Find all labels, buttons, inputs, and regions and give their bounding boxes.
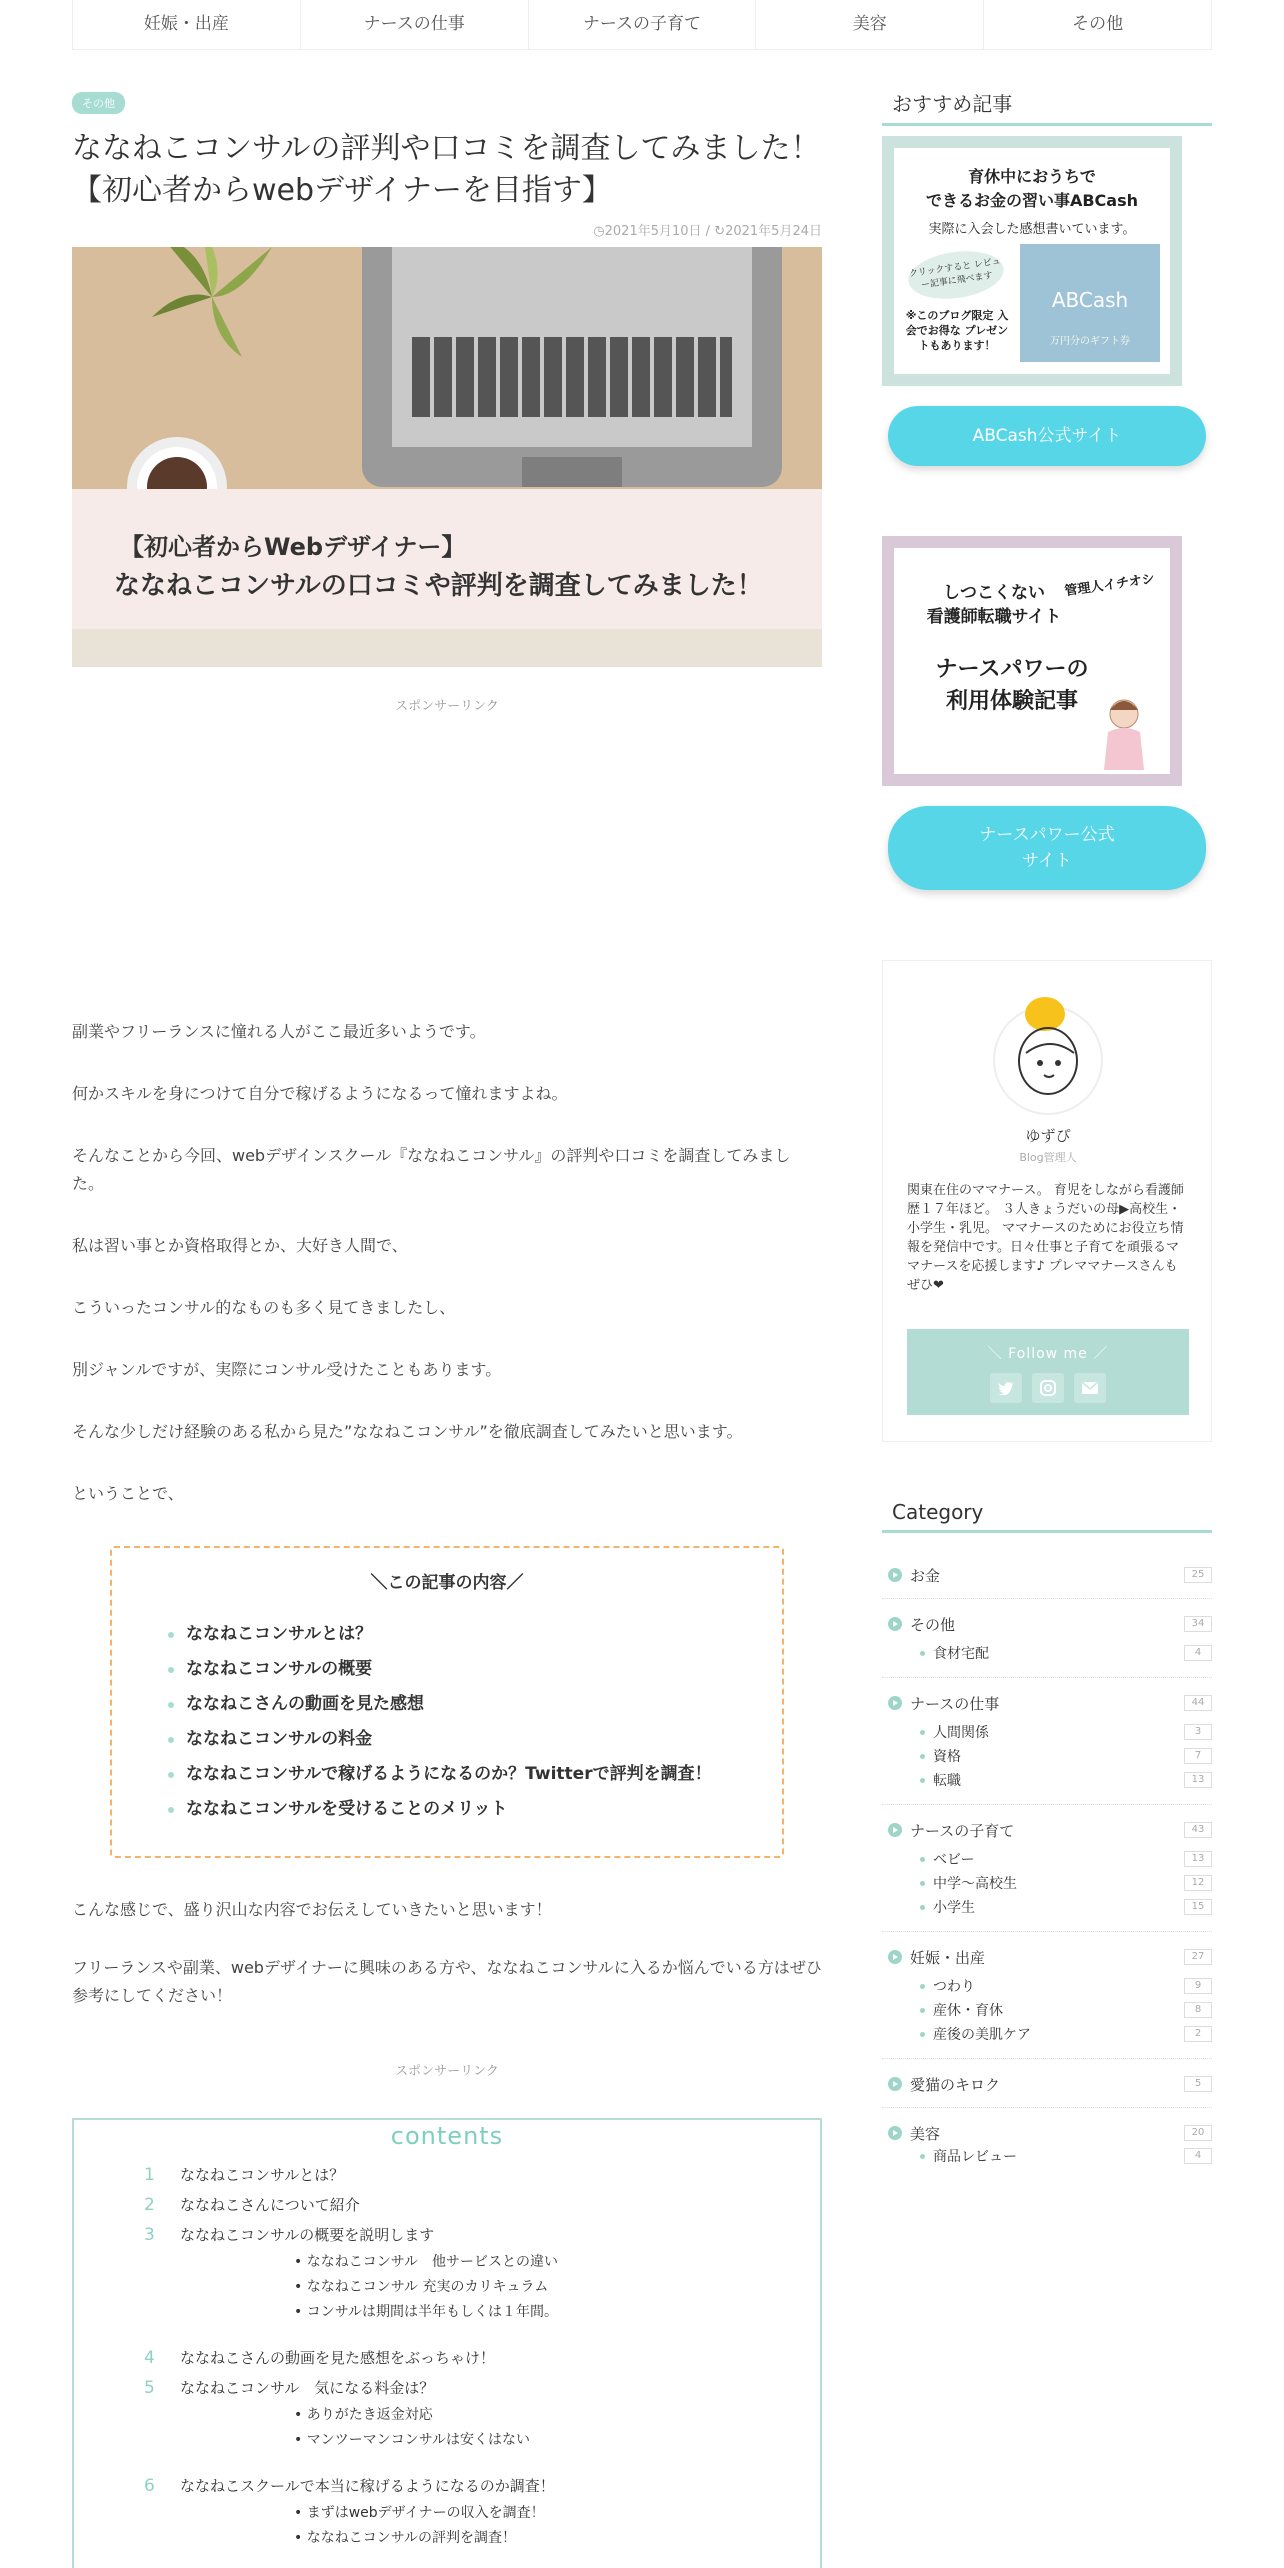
- category-group: [882, 1678, 1212, 1805]
- category-group: [882, 2059, 1212, 2108]
- sponsor-label: スポンサーリンク: [395, 699, 499, 714]
- toc-item[interactable]: 4 ななねこさんの動画を見た感想をぶっちゃけ！: [144, 2348, 496, 2368]
- paragraph: 何かスキルを身につけて自分で稼げるようになるって憧れますよね。: [72, 1084, 568, 1103]
- category-heading: Category: [882, 1500, 1212, 1533]
- summary-item: ななねこさんの動画を見た感想: [168, 1687, 742, 1722]
- subcategory-item[interactable]: ベビー 13: [920, 1847, 1212, 1871]
- toc-item[interactable]: 2 ななねこさんについて紹介: [144, 2195, 360, 2215]
- category-group: [882, 1599, 1212, 1678]
- chevron-right-icon: [888, 1950, 902, 1964]
- paragraph: 副業やフリーランスに憧れる人がここ最近多いようです。: [72, 1022, 486, 1041]
- nav-item-pregnancy[interactable]: 妊娠・出産: [72, 0, 301, 50]
- nav-item-beauty[interactable]: 美容: [756, 0, 984, 50]
- subcategory-item[interactable]: 資格 7: [920, 1744, 1212, 1768]
- category-item[interactable]: ナースの子育て 43: [882, 1819, 1212, 1841]
- toc-subitem[interactable]: • ななねこコンサル 他サービスとの違い: [294, 2254, 559, 2270]
- laptop-icon: [362, 247, 782, 487]
- chevron-right-icon: [888, 1568, 902, 1582]
- subcategory-item[interactable]: 産後の美肌ケア 2: [920, 2022, 1212, 2046]
- summary-item: ななねこコンサルの概要: [168, 1652, 742, 1687]
- paragraph: 別ジャンルですが、実際にコンサル受けたこともあります。: [72, 1360, 502, 1379]
- summary-item: ななねこコンサルの料金: [168, 1722, 742, 1757]
- speech-bubble: クリックすると レビュー記事に飛べます: [905, 246, 1006, 305]
- abcash-banner[interactable]: 育休中におうちで できるお金の習い事ABCash 実際に入会した感想書いています。 クリックすると レビュー記事に飛べます ※このブログ限定 入会でお得な プレゼントもあります！ ABCash 万円分のギフト券: [882, 136, 1182, 386]
- follow-label: ＼ Follow me ／: [987, 1346, 1109, 1362]
- toc-item[interactable]: 1 ななねこコンサルとは？: [144, 2165, 345, 2185]
- plant-icon: [142, 247, 282, 367]
- sponsor-label-2: スポンサーリンク: [395, 2064, 499, 2079]
- toc-subitem[interactable]: • ななねこコンサル 充実のカリキュラム: [294, 2279, 549, 2295]
- avatar: [993, 1005, 1103, 1115]
- article-header: [72, 92, 822, 714]
- chevron-right-icon: [888, 2126, 902, 2140]
- published-date: 2021年5月10日: [604, 224, 702, 239]
- subcategory-item[interactable]: 食材宅配 4: [920, 1641, 1212, 1665]
- subcategory-item[interactable]: 中学〜高校生 12: [920, 1871, 1212, 1895]
- recommended-heading: おすすめ記事: [882, 88, 1212, 126]
- pick-tag: 管理人イチオシ: [1063, 571, 1156, 600]
- toc-list: [144, 2160, 820, 2551]
- category-item[interactable]: 妊娠・出産 27: [882, 1946, 1212, 1968]
- category-group: [882, 1805, 1212, 1932]
- category-item[interactable]: ナースの仕事 44: [882, 1692, 1212, 1714]
- twitter-icon[interactable]: [990, 1373, 1022, 1403]
- nav-item-nurse-parenting[interactable]: ナースの子育て: [529, 0, 757, 50]
- summary-item: ななねこコンサルで稼げるようになるのか？Twitterで評判を調査！: [168, 1757, 742, 1792]
- paragraph: ということで、: [72, 1484, 184, 1503]
- updated-date: 2021年5月24日: [725, 224, 822, 239]
- subcategory-item[interactable]: 転職 13: [920, 1768, 1212, 1792]
- category-list: [882, 1550, 1212, 2180]
- abcash-thumbnail: ABCash 万円分のギフト券: [1020, 244, 1160, 362]
- summary-box: [110, 1546, 784, 1858]
- toc-subitem[interactable]: • コンサルは期間は半年もしくは１年間。: [294, 2304, 559, 2320]
- category-group: [882, 1550, 1212, 1599]
- category-item[interactable]: お金 25: [882, 1564, 1212, 1586]
- toc-item[interactable]: 6 ななねこスクールで本当に稼げるようになるのか調査！: [144, 2476, 555, 2496]
- mail-icon[interactable]: [1074, 1373, 1106, 1403]
- paragraph: そんなことから今回、webデザインスクール『ななねこコンサル』の評判や口コミを調査してみました。: [72, 1146, 791, 1193]
- category-group: [882, 2108, 1212, 2180]
- summary-title: ＼この記事の内容／: [370, 1573, 524, 1593]
- chevron-right-icon: [888, 2077, 902, 2091]
- category-badge[interactable]: その他: [72, 92, 125, 114]
- profile-name: ゆずぴ: [1025, 1127, 1071, 1145]
- hero-caption-line2: ななねこコンサルの口コミや評判を調査してみました！: [114, 571, 763, 601]
- category-item[interactable]: その他 34: [882, 1613, 1212, 1635]
- article-body: [72, 1018, 822, 1542]
- article-title: ななねこコンサルの評判や口コミを調査してみました！【初心者からwebデザイナーを目指す】: [72, 131, 821, 208]
- paragraph: こういったコンサル的なものも多く見てきましたし、: [72, 1298, 456, 1317]
- follow-box: [907, 1329, 1189, 1415]
- toc-item[interactable]: 3 ななねこコンサルの概要を説明します: [144, 2225, 435, 2245]
- summary-item: ななねこコンサルとは？: [168, 1617, 742, 1652]
- nav-item-nurse-work[interactable]: ナースの仕事: [301, 0, 529, 50]
- article-dates: ◷2021年5月10日 / ↻2021年5月24日: [593, 224, 822, 239]
- subcategory-item[interactable]: つわり 9: [920, 1974, 1212, 1998]
- refresh-icon: ↻: [714, 224, 726, 239]
- nav-item-other[interactable]: その他: [984, 0, 1212, 50]
- summary-list: [168, 1617, 742, 1827]
- paragraph: 私は習い事とか資格取得とか、大好き人間で、: [72, 1236, 408, 1255]
- chevron-right-icon: [888, 1823, 902, 1837]
- subcategory-item[interactable]: 商品レビュー 4: [920, 2144, 1212, 2168]
- category-item[interactable]: 美容 20: [882, 2122, 1212, 2144]
- subcategory-item[interactable]: 産休・育休 8: [920, 1998, 1212, 2022]
- paragraph: こんな感じで、盛り沢山な内容でお伝えしていきたいと思います！: [72, 1900, 552, 1919]
- instagram-icon[interactable]: [1032, 1373, 1064, 1403]
- hero-image: [72, 247, 822, 667]
- nurse-illustration-icon: [1094, 696, 1154, 770]
- chevron-right-icon: [888, 1696, 902, 1710]
- paragraph: そんな少しだけ経験のある私から見た”ななねこコンサル”を徹底調査してみたいと思います。: [72, 1422, 743, 1441]
- toc-subitem[interactable]: • ななねこコンサルの評判を調査！: [294, 2530, 517, 2546]
- global-nav: [72, 0, 1212, 50]
- article-body-2: [72, 1896, 822, 2040]
- toc-subitem[interactable]: • ありがたき返金対応: [294, 2407, 433, 2423]
- category-item[interactable]: 愛猫のキロク 5: [882, 2073, 1212, 2095]
- toc-item[interactable]: 5 ななねこコンサル 気になる料金は？: [144, 2378, 435, 2398]
- paragraph: フリーランスや副業、webデザイナーに興味のある方や、ななねこコンサルに入るか悩んでいる方はぜひ参考にしてください！: [72, 1958, 822, 2005]
- abcash-cta-button[interactable]: ABCash公式サイト: [888, 406, 1206, 466]
- profile-role: Blog管理人: [1019, 1151, 1077, 1164]
- face-icon: [1020, 1029, 1080, 1097]
- toc-subitem[interactable]: • マンツーマンコンサルは安くはない: [294, 2432, 531, 2448]
- nursepower-banner[interactable]: しつこくない 看護師転職サイト 管理人イチオシ ナースパワーの 利用体験記事: [882, 536, 1182, 786]
- yuzu-icon: [1025, 997, 1065, 1031]
- profile-card: [882, 960, 1212, 1442]
- toc-title: contents: [390, 2122, 504, 2150]
- summary-item: ななねこコンサルを受けることのメリット: [168, 1792, 742, 1827]
- profile-bio: 関東在住のママナース。 育児をしながら看護師歴１７年ほど。 ３人きょうだいの母▶高校生・小学生・乳児。 ママナースのためにお役立ち情報を発信中です。日々仕事と子育てを頑張るママナースを応援します♪ プレママナースさんもぜひ❤: [907, 1183, 1184, 1293]
- chevron-right-icon: [888, 1617, 902, 1631]
- clock-icon: ◷: [593, 224, 605, 239]
- category-group: [882, 1932, 1212, 2059]
- toc-subitem[interactable]: • まずはwebデザイナーの収入を調査！: [294, 2505, 545, 2521]
- hero-caption-line1: 【初心者からWebデザイナー】: [120, 533, 466, 561]
- nursepower-cta-button[interactable]: ナースパワー公式 サイト: [888, 806, 1206, 890]
- subcategory-item[interactable]: 小学生 15: [920, 1895, 1212, 1919]
- table-of-contents: [72, 2118, 822, 2568]
- subcategory-item[interactable]: 人間関係 3: [920, 1720, 1212, 1744]
